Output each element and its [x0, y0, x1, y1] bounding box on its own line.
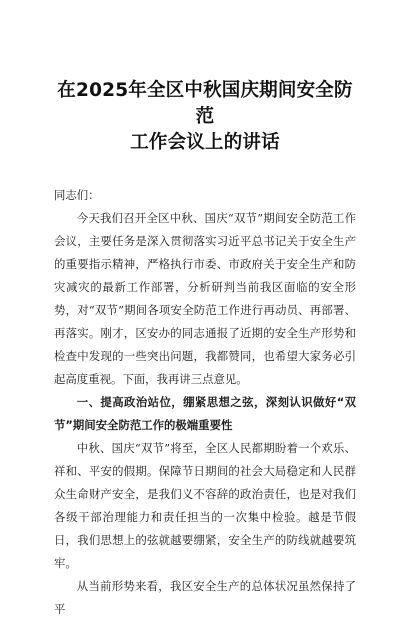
section-heading-1: 一、提高政治站位，绷紧思想之弦，深刻认识做好“双节”期间安全防范工作的极端重要性 [54, 395, 356, 432]
title-line-1: 在2025年全区中秋国庆期间安全防范 [57, 80, 353, 127]
paragraph-intro: 今天我们召开全区中秋、国庆“双节”期间安全防范工作会议，主要任务是深入贯彻落实习近平总书记关于安全生产的重要指示精神，严格执行市委、市政府关于安全生产和防灾减灾的最新工作部署，分析研判当前我区面临的安全形势，对“双节”期间各项安全防范工作进行再动员、再部署、再落实。刚才，区安办的同志通报了近期的安全生产形势和检查中发现的一些突出问题，我都赞同，也希望大家务必引起高度重视。下面，我再讲三点意见。 [54, 211, 356, 386]
paragraph-3: 从当前形势来看，我区安全生产的总体状况虽然保持了平 [54, 579, 356, 616]
title-line-2: 工作会议上的讲话 [130, 132, 280, 153]
paragraph-2: 中秋、国庆“双节”将至，全区人民都期盼着一个欢乐、祥和、平安的假期。保障节日期间的社会大局稳定和人民群众生命财产安全，是我们义不容辞的政治责任，也是对我们各级干部治理能力和责任担当的一次集中检验。越是节假日，我们思想上的弦就越要绷紧，安全生产的防线就越要筑牢。 [54, 441, 356, 570]
salutation: 同志们： [54, 188, 100, 202]
document-title [54, 78, 356, 156]
